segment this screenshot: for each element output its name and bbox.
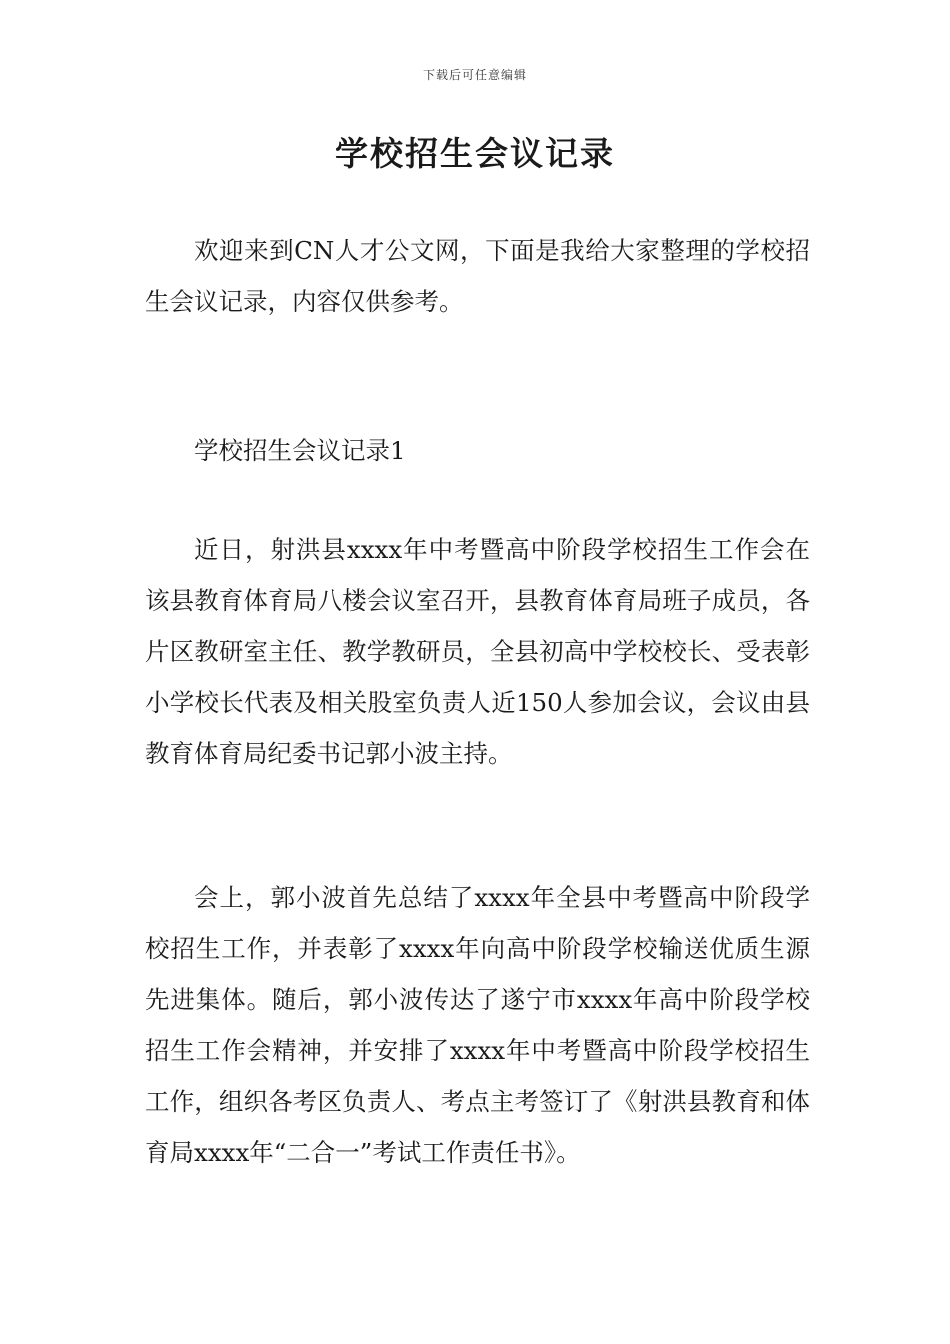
body-paragraph-1: 近日，射洪县xxxx年中考暨高中阶段学校招生工作会在该县教育体育局八楼会议室召开，县教育体育局班子成员，各片区教研室主任、教学教研员，全县初高中学校校长、受表彰小学校长代表及相关股室负责人近150人参加会议，会议由县教育体育局纪委书记郭小波主持。 (145, 535, 810, 768)
body-paragraph-2: 会上，郭小波首先总结了xxxx年全县中考暨高中阶段学校招生工作，并表彰了xxxx年向高中阶段学校输送优质生源先进集体。随后，郭小波传达了遂宁市xxxx年高中阶段学校招生工作会精神，并安排了xxxx年中考暨高中阶段学校招生工作，组织各考区负责人、考点主考签订了《射洪县教育和体育局xxxx年“二合一”考试工作责任书》。 (145, 883, 810, 1167)
section-heading: 学校招生会议记录1 (194, 436, 406, 465)
document-title: 学校招生会议记录 (335, 134, 615, 173)
header-note: 下载后可任意编辑 (422, 68, 527, 82)
intro-paragraph: 欢迎来到CN人才公文网，下面是我给大家整理的学校招生会议记录，内容仅供参考。 (145, 236, 810, 316)
